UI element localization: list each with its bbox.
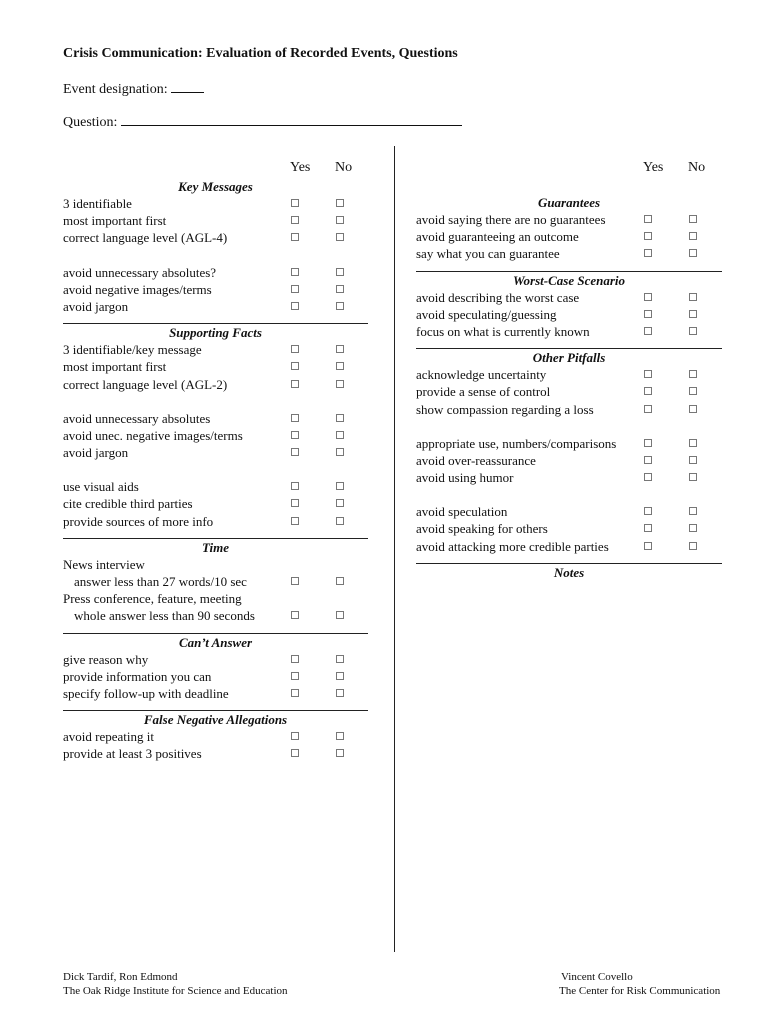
left-yes-header: Yes bbox=[290, 160, 311, 175]
checklist-item-label: avoid unnecessary absolutes bbox=[63, 410, 211, 426]
yes-checkbox[interactable] bbox=[291, 431, 299, 439]
no-checkbox[interactable] bbox=[336, 431, 344, 439]
checklist-item-label: Press conference, feature, meeting bbox=[63, 591, 242, 607]
no-checkbox[interactable] bbox=[336, 577, 344, 585]
checklist-row bbox=[416, 452, 722, 469]
yes-checkbox[interactable] bbox=[291, 689, 299, 697]
question-blank[interactable] bbox=[121, 113, 462, 126]
no-checkbox[interactable] bbox=[336, 749, 344, 757]
yes-checkbox[interactable] bbox=[644, 542, 652, 550]
checklist-row bbox=[416, 538, 722, 555]
yes-checkbox[interactable] bbox=[644, 387, 652, 395]
checklist-row bbox=[416, 228, 722, 245]
checklist-item-label: answer less than 27 words/10 sec bbox=[74, 574, 247, 589]
yes-checkbox[interactable] bbox=[644, 370, 652, 378]
section-title-worst-case-scenario: Worst-Case Scenario bbox=[512, 272, 626, 288]
yes-checkbox[interactable] bbox=[291, 482, 299, 490]
checklist-row bbox=[63, 341, 368, 358]
no-checkbox[interactable] bbox=[336, 611, 344, 619]
no-checkbox[interactable] bbox=[689, 405, 697, 413]
question-field bbox=[63, 113, 462, 131]
yes-checkbox[interactable] bbox=[291, 285, 299, 293]
checklist-item-label: avoid unnecessary absolutes? bbox=[63, 264, 217, 280]
checklist-item-label: correct language level (AGL-2) bbox=[63, 376, 228, 392]
no-checkbox[interactable] bbox=[336, 302, 344, 310]
no-checkbox[interactable] bbox=[689, 542, 697, 550]
yes-checkbox[interactable] bbox=[291, 302, 299, 310]
footer-left-authors: Dick Tardif, Ron Edmond bbox=[63, 971, 178, 983]
checklist-item-label: most important first bbox=[63, 359, 167, 375]
yes-checkbox[interactable] bbox=[644, 507, 652, 515]
checklist-item-label: avoid speculation bbox=[416, 504, 508, 520]
checklist-row bbox=[416, 435, 722, 452]
yes-checkbox[interactable] bbox=[291, 655, 299, 663]
form-title: Crisis Communication: Evaluation of Recorded Events, Questions bbox=[63, 46, 458, 61]
no-checkbox[interactable] bbox=[336, 199, 344, 207]
event-designation-field bbox=[63, 80, 204, 98]
no-checkbox[interactable] bbox=[336, 216, 344, 224]
checklist-item-label: provide information you can bbox=[63, 668, 212, 684]
right-yes-no-header bbox=[416, 160, 722, 180]
checklist-item-label: avoid guaranteeing an outcome bbox=[416, 229, 579, 245]
no-checkbox[interactable] bbox=[689, 310, 697, 318]
section-title-time: Time bbox=[202, 539, 229, 555]
checklist-item-label: focus on what is currently known bbox=[416, 323, 590, 339]
checklist-item-label: News interview bbox=[63, 556, 145, 572]
section-title-key-messages: Key Messages bbox=[178, 179, 253, 194]
checklist-row bbox=[63, 376, 368, 393]
checklist-item-label: avoid using humor bbox=[416, 470, 514, 486]
checklist-item-label: give reason why bbox=[63, 651, 149, 667]
group-spacer bbox=[63, 247, 368, 264]
no-checkbox[interactable] bbox=[689, 387, 697, 395]
checklist-row bbox=[63, 495, 368, 512]
checklist-item-label: avoid jargon bbox=[63, 445, 129, 461]
section-title-can-t-answer: Can’t Answer bbox=[178, 634, 253, 650]
checklist-row bbox=[416, 469, 722, 486]
checklist-row bbox=[416, 211, 722, 228]
footer-right bbox=[559, 970, 720, 998]
yes-checkbox[interactable] bbox=[291, 345, 299, 353]
no-checkbox[interactable] bbox=[689, 232, 697, 240]
no-checkbox[interactable] bbox=[336, 268, 344, 276]
checklist-row bbox=[63, 212, 368, 229]
checklist-row bbox=[416, 289, 722, 306]
checklist-item-label: show compassion regarding a loss bbox=[416, 401, 594, 417]
column-divider bbox=[394, 146, 395, 952]
checklist-row bbox=[416, 323, 722, 340]
yes-checkbox[interactable] bbox=[291, 233, 299, 241]
group-spacer bbox=[416, 418, 722, 435]
no-checkbox[interactable] bbox=[336, 517, 344, 525]
checklist-row bbox=[416, 383, 722, 400]
checklist-row bbox=[63, 556, 368, 573]
no-checkbox[interactable] bbox=[689, 473, 697, 481]
no-checkbox[interactable] bbox=[689, 456, 697, 464]
yes-checkbox[interactable] bbox=[291, 448, 299, 456]
checklist-row bbox=[416, 520, 722, 537]
no-checkbox[interactable] bbox=[689, 370, 697, 378]
checklist-item-label: acknowledge uncertainty bbox=[416, 367, 547, 383]
checklist-item-label: avoid jargon bbox=[63, 298, 129, 314]
yes-checkbox[interactable] bbox=[644, 215, 652, 223]
checklist-item-label: provide sources of more info bbox=[63, 513, 214, 529]
checklist-row bbox=[63, 281, 368, 298]
checklist-item-label: avoid negative images/terms bbox=[63, 281, 212, 297]
checklist-row bbox=[63, 427, 368, 444]
no-checkbox[interactable] bbox=[336, 689, 344, 697]
no-checkbox[interactable] bbox=[336, 345, 344, 353]
yes-checkbox[interactable] bbox=[291, 672, 299, 680]
checklist-row bbox=[63, 728, 368, 745]
footer-right-center: The Center for Risk Communication bbox=[559, 985, 721, 997]
question-label: Question: bbox=[63, 115, 118, 130]
checklist-item-label: avoid over-reassurance bbox=[416, 452, 536, 468]
yes-checkbox[interactable] bbox=[291, 749, 299, 757]
yes-checkbox[interactable] bbox=[644, 456, 652, 464]
checklist-row bbox=[63, 573, 368, 590]
no-checkbox[interactable] bbox=[689, 439, 697, 447]
yes-checkbox[interactable] bbox=[291, 499, 299, 507]
section-title-supporting-facts: Supporting Facts bbox=[169, 325, 262, 341]
yes-checkbox[interactable] bbox=[291, 611, 299, 619]
no-checkbox[interactable] bbox=[689, 524, 697, 532]
no-checkbox[interactable] bbox=[689, 327, 697, 335]
yes-checkbox[interactable] bbox=[291, 577, 299, 585]
yes-checkbox[interactable] bbox=[644, 473, 652, 481]
yes-checkbox[interactable] bbox=[644, 439, 652, 447]
checklist-item-label: 3 identifiable bbox=[63, 196, 132, 211]
no-checkbox[interactable] bbox=[336, 380, 344, 388]
yes-checkbox[interactable] bbox=[644, 327, 652, 335]
no-checkbox[interactable] bbox=[336, 499, 344, 507]
checklist-item-label: avoid unec. negative images/terms bbox=[63, 427, 243, 443]
checklist-row bbox=[63, 590, 368, 607]
yes-checkbox[interactable] bbox=[291, 199, 299, 207]
checklist-item-label: provide at least 3 positives bbox=[63, 746, 202, 762]
footer-left-institute: The Oak Ridge Institute for Science and Education bbox=[63, 985, 288, 997]
checklist-item-label: whole answer less than 90 seconds bbox=[74, 608, 255, 624]
no-checkbox[interactable] bbox=[336, 448, 344, 456]
no-checkbox[interactable] bbox=[336, 414, 344, 422]
left-no-header: No bbox=[335, 160, 353, 175]
section-title-false-negative-allegations: False Negative Allegations bbox=[143, 712, 288, 728]
no-checkbox[interactable] bbox=[336, 672, 344, 680]
section-title-notes: Notes bbox=[553, 564, 585, 580]
checklist-item-label: specify follow-up with deadline bbox=[63, 685, 229, 701]
checklist-item-label: provide a sense of control bbox=[416, 384, 551, 400]
checklist-item-label: most important first bbox=[63, 213, 167, 229]
checklist-item-label: correct language level (AGL-4) bbox=[63, 230, 228, 246]
checklist-row bbox=[63, 444, 368, 461]
checklist-row bbox=[63, 358, 368, 375]
checklist-row bbox=[63, 513, 368, 530]
yes-checkbox[interactable] bbox=[291, 268, 299, 276]
checklist-item-label: say what you can guarantee bbox=[416, 246, 560, 262]
checklist-row bbox=[63, 264, 368, 281]
checklist-item-label: avoid saying there are no guarantees bbox=[416, 212, 606, 227]
yes-checkbox[interactable] bbox=[291, 414, 299, 422]
checklist-item-label: 3 identifiable/key message bbox=[63, 342, 202, 358]
yes-checkbox[interactable] bbox=[644, 293, 652, 301]
checklist-row bbox=[63, 298, 368, 315]
checklist-item-label: cite credible third parties bbox=[63, 496, 193, 512]
event-designation-blank[interactable] bbox=[171, 80, 204, 93]
checklist-item-label: avoid describing the worst case bbox=[416, 289, 580, 305]
no-checkbox[interactable] bbox=[336, 233, 344, 241]
right-yes-header: Yes bbox=[643, 160, 664, 175]
no-checkbox[interactable] bbox=[336, 362, 344, 370]
checklist-row bbox=[63, 229, 368, 246]
checklist-row bbox=[416, 306, 722, 323]
yes-checkbox[interactable] bbox=[644, 249, 652, 257]
right-column bbox=[416, 160, 722, 581]
yes-checkbox[interactable] bbox=[291, 732, 299, 740]
section-title-guarantees: Guarantees bbox=[537, 195, 601, 210]
checklist-row bbox=[63, 607, 368, 624]
checklist-row bbox=[63, 195, 368, 212]
no-checkbox[interactable] bbox=[689, 215, 697, 223]
yes-checkbox[interactable] bbox=[644, 524, 652, 532]
checklist-item-label: use visual aids bbox=[63, 479, 139, 495]
checklist-row bbox=[63, 651, 368, 668]
checklist-row bbox=[63, 745, 368, 762]
checklist-row bbox=[63, 668, 368, 685]
checklist-row bbox=[63, 478, 368, 495]
checklist-row bbox=[63, 410, 368, 427]
checklist-item-label: avoid speculating/guessing bbox=[416, 306, 557, 322]
checklist-item-label: appropriate use, numbers/comparisons bbox=[416, 435, 617, 451]
group-spacer bbox=[63, 393, 368, 410]
no-checkbox[interactable] bbox=[336, 482, 344, 490]
section-title-other-pitfalls: Other Pitfalls bbox=[532, 350, 606, 366]
no-checkbox[interactable] bbox=[689, 293, 697, 301]
checklist-item-label: avoid repeating it bbox=[63, 729, 154, 745]
event-designation-label: Event designation: bbox=[63, 82, 168, 97]
footer-right-author: Vincent Covello bbox=[561, 971, 633, 983]
yes-checkbox[interactable] bbox=[644, 405, 652, 413]
group-spacer bbox=[63, 461, 368, 478]
checklist-row bbox=[63, 685, 368, 702]
yes-checkbox[interactable] bbox=[291, 380, 299, 388]
right-no-header: No bbox=[688, 160, 706, 175]
no-checkbox[interactable] bbox=[336, 285, 344, 293]
yes-checkbox[interactable] bbox=[644, 232, 652, 240]
yes-checkbox[interactable] bbox=[291, 517, 299, 525]
checklist-row bbox=[416, 366, 722, 383]
group-spacer bbox=[416, 486, 722, 503]
yes-checkbox[interactable] bbox=[291, 362, 299, 370]
yes-checkbox[interactable] bbox=[291, 216, 299, 224]
left-column bbox=[63, 160, 368, 763]
checklist-item-label: avoid speaking for others bbox=[416, 521, 548, 537]
footer-left bbox=[63, 970, 288, 998]
no-checkbox[interactable] bbox=[336, 732, 344, 740]
checklist-row bbox=[416, 503, 722, 520]
checklist-row bbox=[416, 245, 722, 262]
no-checkbox[interactable] bbox=[336, 655, 344, 663]
no-checkbox[interactable] bbox=[689, 249, 697, 257]
checklist-item-label: avoid attacking more credible parties bbox=[416, 538, 609, 554]
no-checkbox[interactable] bbox=[689, 507, 697, 515]
checklist-row bbox=[416, 401, 722, 418]
yes-checkbox[interactable] bbox=[644, 310, 652, 318]
left-yes-no-header bbox=[63, 160, 368, 180]
